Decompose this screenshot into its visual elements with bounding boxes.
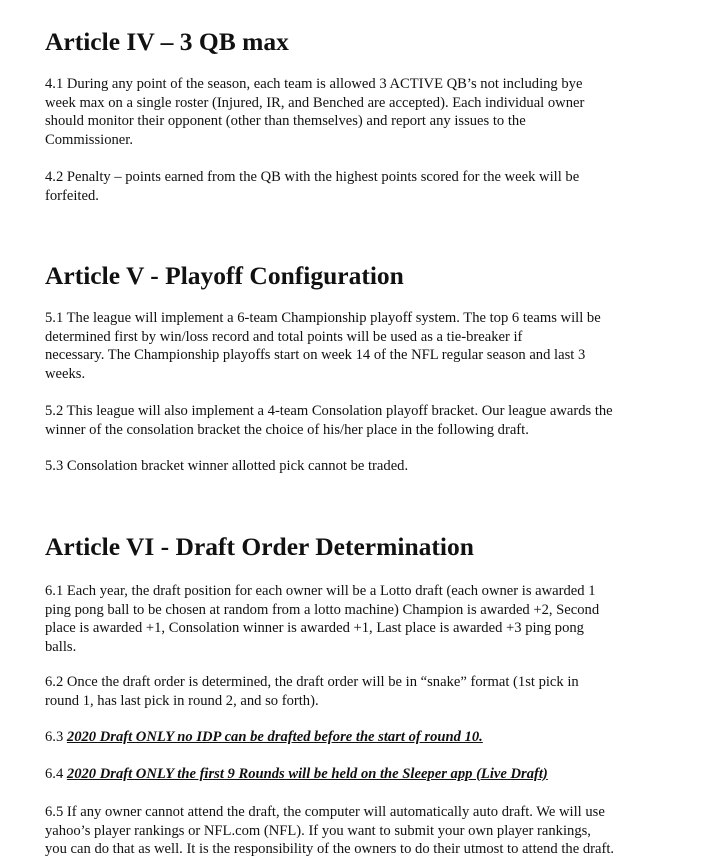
line: should monitor their opponent (other than themselves) and report any issues to the — [45, 113, 526, 129]
paragraph-5-2 — [45, 402, 685, 439]
paragraph-4-1 — [45, 75, 685, 149]
line: 5.2 This league will also implement a 4-team Consolation playoff bracket. Our league awards the — [45, 403, 613, 419]
paragraph-6-1 — [45, 582, 685, 656]
paragraph-6-4 — [45, 765, 685, 784]
heading-article-v: Article V - Playoff Configuration — [45, 261, 404, 290]
paragraph-4-2 — [45, 168, 685, 205]
line: determined first by win/loss record and total points will be used as a tie-breaker if — [45, 328, 523, 345]
line: you can do that as well. It is the responsibility of the owners to do their utmost to attend the draft. — [45, 841, 615, 857]
line: necessary. The Championship playoffs start on week 14 of the NFL regular season and last 3 — [45, 347, 586, 363]
line: 6.5 If any owner cannot attend the draft, the computer will automatically auto draft. We will use — [45, 804, 605, 820]
line: forfeited. — [45, 187, 99, 204]
line: 4.2 Penalty – points earned from the QB with the highest points scored for the week will be — [45, 169, 580, 185]
line: winner of the consolation bracket the choice of his/her place in the following draft. — [45, 421, 529, 438]
line: place is awarded +1, Consolation winner is awarded +1, Last place is awarded +3 ping pong — [45, 620, 584, 636]
paragraph-6-5 — [45, 803, 685, 859]
line: 4.1 During any point of the season, each team is allowed 3 ACTIVE QB’s not including bye — [45, 76, 583, 92]
emphasis-text: 2020 Draft ONLY no IDP can be drafted before the start of round 10. — [66, 729, 483, 745]
line: 5.1 The league will implement a 6-team Championship playoff system. The top 6 teams will be — [45, 310, 601, 326]
line: round 1, has last pick in round 2, and so forth). — [45, 692, 319, 709]
line: Commissioner. — [45, 131, 133, 148]
paragraph-6-2 — [45, 673, 685, 710]
heading-article-iv: Article IV – 3 QB max — [45, 27, 289, 56]
emphasis-text: 2020 Draft ONLY the first 9 Rounds will be held on the Sleeper app (Live Draft) — [66, 766, 548, 782]
paragraph-5-1 — [45, 309, 685, 383]
clause-number: 6.4 — [45, 766, 67, 782]
paragraph-5-3: 5.3 Consolation bracket winner allotted pick cannot be traded. — [45, 458, 409, 474]
line: ping pong ball to be chosen at random from a lotto machine) Champion is awarded +2, Second — [45, 601, 600, 618]
heading-article-vi: Article VI - Draft Order Determination — [45, 532, 474, 561]
line: week max on a single roster (Injured, IR, and Benched are accepted). Each individual owner — [45, 94, 585, 111]
line: weeks. — [45, 365, 86, 382]
line: yahoo’s player rankings or NFL.com (NFL). If you want to submit your own player rankings, — [45, 822, 591, 839]
clause-number: 6.3 — [45, 729, 67, 745]
paragraph-6-3 — [45, 728, 685, 747]
line: 6.2 Once the draft order is determined, the draft order will be in “snake” format (1st pick in — [45, 674, 579, 690]
line: balls. — [45, 638, 77, 655]
line: 6.1 Each year, the draft position for each owner will be a Lotto draft (each owner is awarded 1 — [45, 583, 596, 599]
